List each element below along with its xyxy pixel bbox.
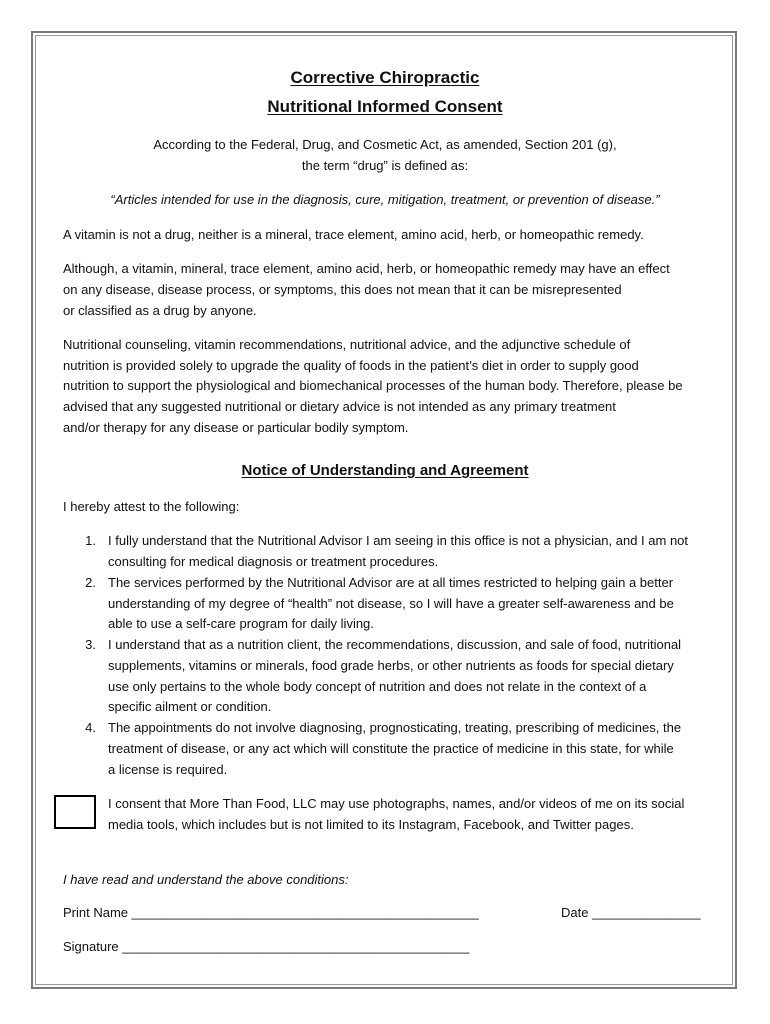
- list-item-text: I understand that as a nutrition client, the recommendations, discussion, and sale of food, nutritional: [108, 637, 682, 652]
- list-item-text: The services performed by the Nutritional Advisor are at all times restricted to helping gain a better: [108, 575, 674, 590]
- list-item-text: a license is required.: [108, 762, 228, 777]
- read-understand-statement: I have read and understand the above conditions:: [63, 872, 349, 887]
- signature-field[interactable]: Signature ________________________________________________: [63, 939, 470, 954]
- list-item-number: 4.: [85, 720, 96, 735]
- list-item-number: 1.: [85, 533, 96, 548]
- list-item-text: specific ailment or condition.: [108, 699, 272, 714]
- list-item-number: 3.: [85, 637, 96, 652]
- paragraph3-line3: nutrition to support the physiological and biomechanical processes of the human body. Therefore, please be: [63, 378, 683, 393]
- document-title-line2: Nutritional Informed Consent: [267, 97, 503, 116]
- list-item-text: understanding of my degree of “health” not disease, so I will have a greater self-awareness and be: [108, 596, 674, 611]
- consent-text-line1: I consent that More Than Food, LLC may use photographs, names, and/or videos of me on its social: [108, 796, 685, 811]
- paragraph2-line1: Although, a vitamin, mineral, trace element, amino acid, herb, or homeopathic remedy may have an effect: [63, 261, 670, 276]
- list-item-text: The appointments do not involve diagnosing, prognosticating, treating, prescribing of medicines, the: [108, 720, 682, 735]
- consent-text-line2: media tools, which includes but is not limited to its Instagram, Facebook, and Twitter pages.: [108, 817, 634, 832]
- paragraph3-line4: advised that any suggested nutritional or dietary advice is not intended as any primary treatment: [63, 399, 616, 414]
- paragraph3-line1: Nutritional counseling, vitamin recommendations, nutritional advice, and the adjunctive schedule of: [63, 337, 631, 352]
- paragraph3-line2: nutrition is provided solely to upgrade the quality of foods in the patient’s diet in order to supply good: [63, 358, 639, 373]
- section-heading: Notice of Understanding and Agreement: [241, 462, 529, 479]
- drug-definition-quote: “Articles intended for use in the diagnosis, cure, mitigation, treatment, or prevention of disease.”: [110, 192, 660, 207]
- list-item-text: consulting for medical diagnosis or treatment procedures.: [108, 554, 439, 569]
- paragraph2-line3: or classified as a drug by anyone.: [63, 303, 257, 318]
- list-item-text: treatment of disease, or any act which will constitute the practice of medicine in this state, for while: [108, 741, 674, 756]
- paragraph2-line2: on any disease, disease process, or symptoms, this does not mean that it can be misrepresented: [63, 282, 622, 297]
- attest-statement: I hereby attest to the following:: [63, 499, 240, 514]
- paragraph3-line5: and/or therapy for any disease or particular bodily symptom.: [63, 420, 409, 435]
- consent-checkbox[interactable]: [54, 795, 96, 829]
- print-name-field[interactable]: Print Name ________________________________________________: [63, 905, 479, 920]
- date-field[interactable]: Date _______________: [561, 905, 701, 920]
- intro-line1: According to the Federal, Drug, and Cosmetic Act, as amended, Section 201 (g),: [153, 137, 617, 152]
- list-item-text: supplements, vitamins or minerals, food grade herbs, or other nutrients as foods for special dietary: [108, 658, 674, 673]
- list-item-text: able to use a self-care program for daily living.: [108, 616, 374, 631]
- paragraph-vitamin: A vitamin is not a drug, neither is a mineral, trace element, amino acid, herb, or homeopathic remedy.: [63, 227, 644, 242]
- document-title-line1: Corrective Chiropractic: [290, 68, 480, 87]
- list-item-number: 2.: [85, 575, 96, 590]
- list-item-text: use only pertains to the whole body concept of nutrition and does not relate in the context of a: [108, 679, 647, 694]
- intro-line2: the term “drug” is defined as:: [301, 158, 469, 173]
- list-item-text: I fully understand that the Nutritional Advisor I am seeing in this office is not a physician, and I am not: [108, 533, 689, 548]
